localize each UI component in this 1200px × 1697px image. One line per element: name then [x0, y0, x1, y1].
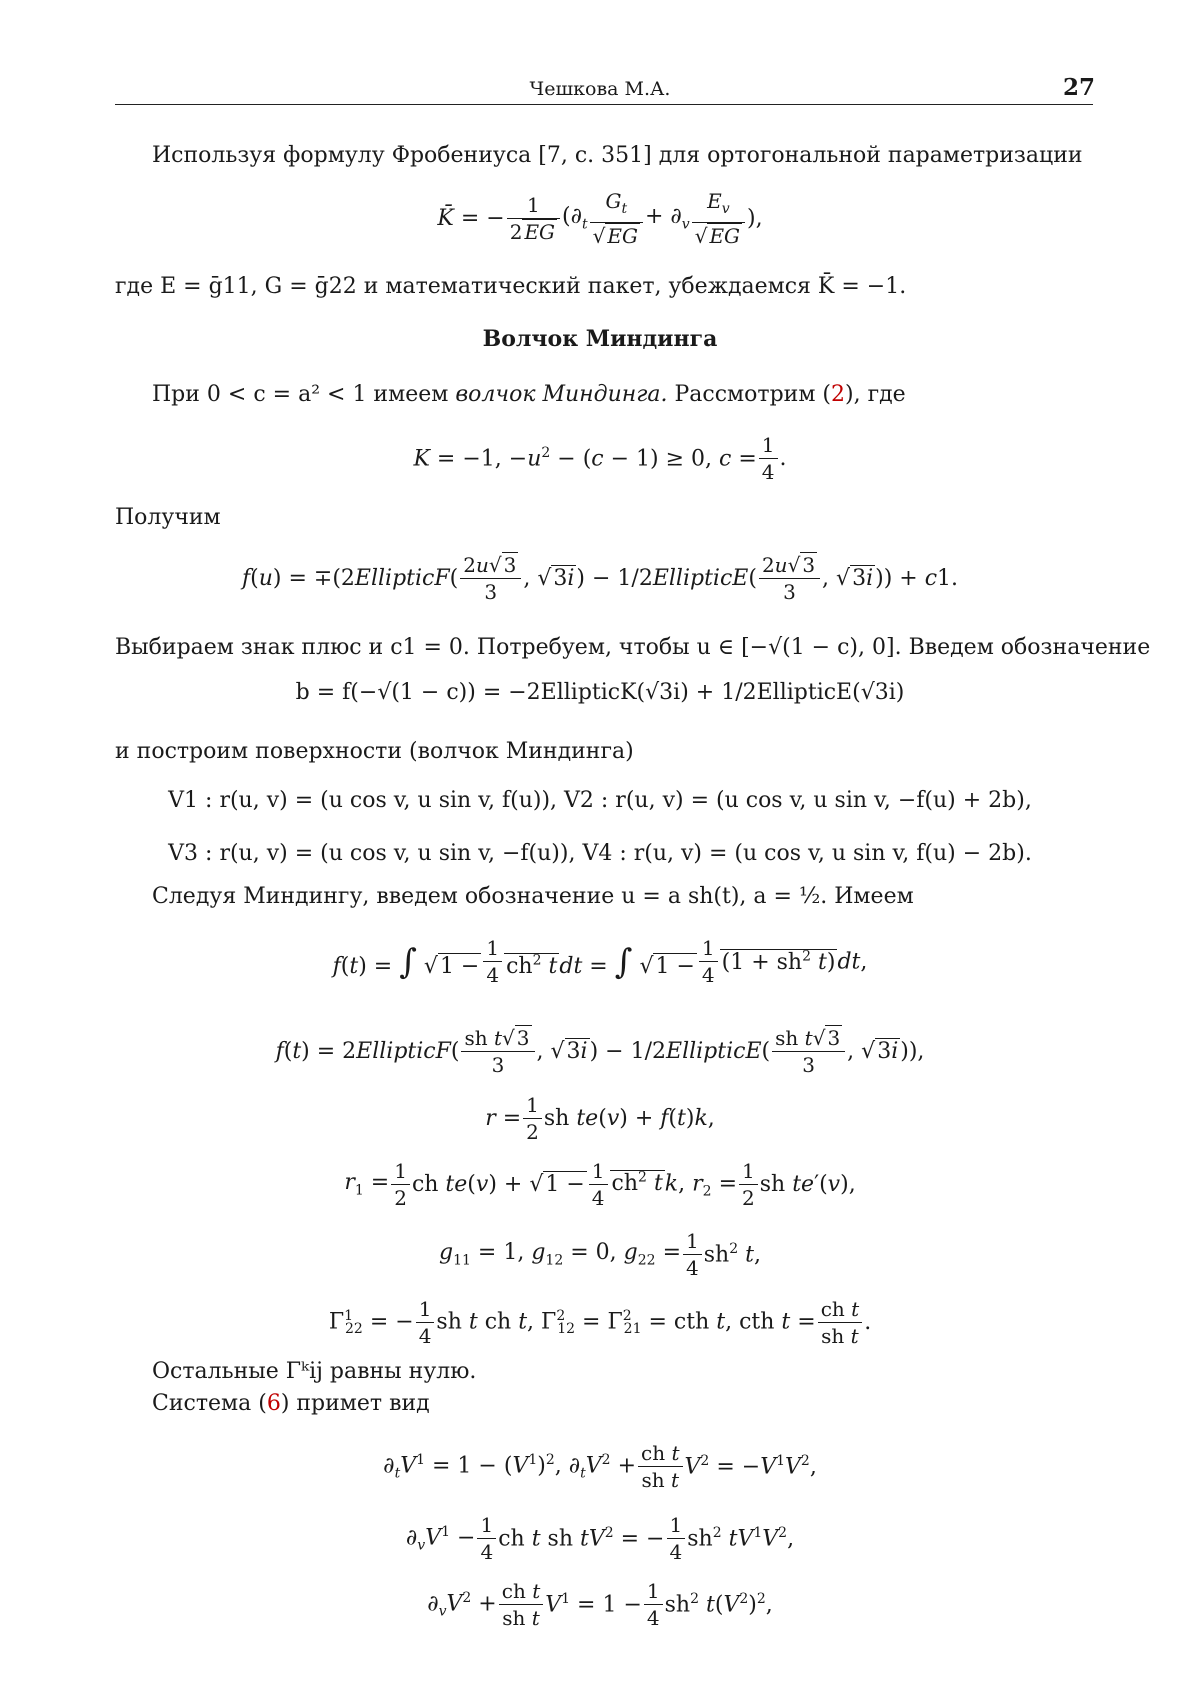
paragraph-build: и построим поверхности (волчок Миндинга) [115, 739, 634, 764]
paragraph-choose: Выбираем знак плюс и c1 = 0. Потребуем, чтобы u ∈ [−√(1 − c), 0]. Введем обозначение [115, 635, 1151, 660]
paragraph-system: Система (6) примет вид [152, 1391, 430, 1416]
equation-b: b = f(−√(1 − c)) = −2EllipticK(√3i) + 1/2EllipticE(√3i) [295, 680, 905, 705]
paragraph-frobenius: Используя формулу Фробениуса [7, с. 351] для ортогональной параметризации [152, 143, 1083, 168]
equation-fu: f(u) = ∓(2EllipticF( $\frac{2u√ 3}{3}$ , √3i) − 1/2EllipticE( $\frac{2u√ 3}{3}$ , √3i)) + c1. [241, 553, 959, 604]
paragraph-follow: Следуя Миндингу, введем обозначение u = a sh(t), a = ½. Имеем [152, 884, 914, 909]
equation-system-2: $\partial_vV^1$ − $\frac{1}{4}$ ch t sh $tV^2$ = − $\frac{1}{4}$ $sh^2$ $tV^1V^2$, [405, 1513, 795, 1564]
equation-ft: f(t) = 2EllipticF( $\frac{\text{sh t√ 3}}{3}$ , √3i) − 1/2EllipticE( $\frac{\text{sh t√ 3}}{3}$ , √3i)), [275, 1026, 925, 1077]
equation-kbar: K̄ = − $\frac{1}{2 EG}$ ($\partial_t$ $\frac{G_t}{√ EG}$ + $\partial_v$ $\frac{E_v}{√ EG}$ ), [437, 189, 763, 248]
equation-K: K = −1, $-u^2 - (c - 1) \ge 0$, c = $\frac{1}{4}$ . [413, 433, 787, 484]
equation-system-1: $\partial_tV^1 = 1 - (V^1)^2$, $\partial_tV^2$ + $\frac{\text{ch t}}{\text{sh t}}$ $V^2 = -V^1V^2$, [383, 1441, 817, 1492]
equation-ref-2[interactable]: 2 [831, 382, 846, 407]
paragraph-get: Получим [115, 505, 221, 530]
paragraph-where: где E = ḡ11, G = ḡ22 и математический пакет, убеждаемся K̄ = −1. [115, 274, 907, 299]
equation-ft-integral: f(t) = ∫ √1 − $\frac{1}{4}$ $ch^2$ tdt = ∫ √1 − $\frac{1}{4}$ ($1 + sh^2$ t)dt, [332, 936, 868, 987]
equation-v3-v4: V3 : r(u, v) = (u cos v, u sin v, −f(u)), V4 : r(u, v) = (u cos v, u sin v, f(u) − 2b). [168, 841, 1032, 866]
section-title: Волчок Миндинга [482, 326, 718, 352]
page-number: 27 [1062, 74, 1095, 101]
equation-v1-v2: V1 : r(u, v) = (u cos v, u sin v, f(u)), V2 : r(u, v) = (u cos v, u sin v, −f(u) + 2b), [168, 788, 1032, 813]
header-rule [115, 104, 1093, 105]
equation-metric: $g_{11} = 1$, $g_{12} = 0$, $g_{22}$ = $\frac{1}{4}$ $sh^2$ t, [439, 1229, 761, 1280]
running-header-author: Чешкова М.А. [529, 78, 671, 100]
paragraph-minding: При 0 < c = a² < 1 имеем волчок Миндинга. Рассмотрим (2), где [152, 382, 906, 407]
equation-r1-r2: $r_1$ = $\frac{1}{2}$ ch te(v) + √1 − $\frac{1}{4}$ $ch^2$ tk, $r_2$ = $\frac{1}{2}$ sh te′(v), [344, 1159, 856, 1210]
equation-system-3: $\partial_vV^2$ + $\frac{\text{ch t}}{\text{sh t}}$ $V^1 = 1$ − $\frac{1}{4}$ $sh^2$ $t(V^2)^2$, [427, 1579, 773, 1630]
equation-r: r = $\frac{1}{2}$ sh te(v) + f(t)k, [485, 1093, 715, 1144]
equation-christoffel: $\Gamma^1_{22}$ = − $\frac{1}{4}$ sh t ch t, $\Gamma^2_{12} = \Gamma^2_{21}$ = cth t, cth t = $\frac{\text{ch t}}{\text{sh t}}$ . [328, 1297, 872, 1348]
paragraph-others: Остальные Γᵏij равны нулю. [152, 1359, 477, 1384]
equation-ref-6[interactable]: 6 [266, 1391, 281, 1416]
